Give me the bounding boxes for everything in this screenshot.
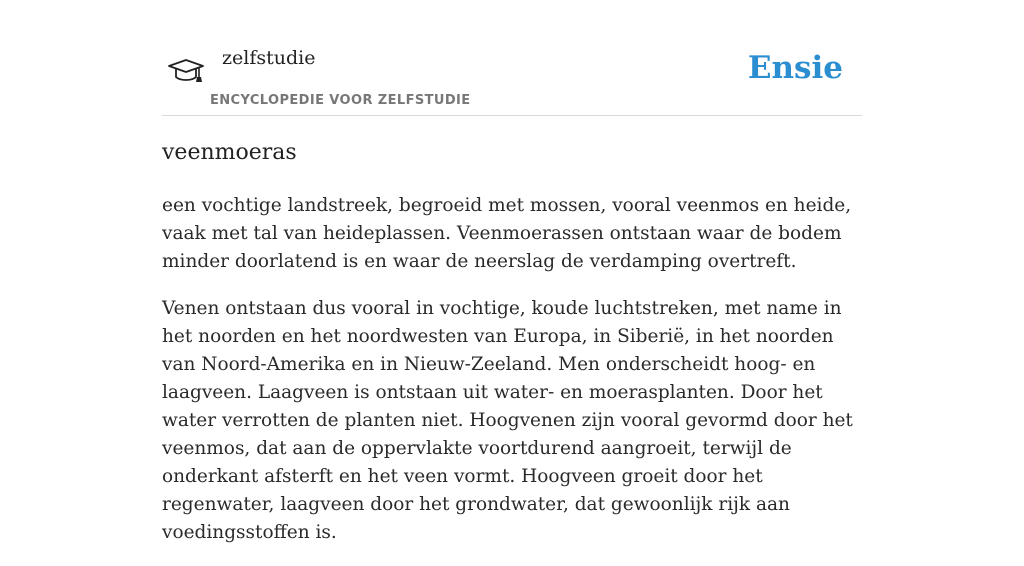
- article-paragraph: een vochtige landstreek, begroeid met mossen, vooral veenmos en heide, vaak met tal van heideplassen. Veenmoerassen ontstaan waar de bodem minder doorlatend is en waar de neerslag de verdamping overtreft.: [162, 195, 852, 272]
- article-body: [162, 192, 862, 566]
- ensie-brand-link[interactable]: Ensie: [747, 50, 843, 86]
- page-title: veenmoeras: [162, 140, 297, 165]
- graduation-cap-icon[interactable]: [166, 52, 206, 92]
- article-paragraph: Venen ontstaan dus vooral in vochtige, koude luchtstreken, met name in het noorden en het noordwesten van Europa, in Siberië, in het noorden van Noord-Amerika en in Nieuw-Zeeland. Men onderscheidt hoog- en laagveen. Laagveen is ontstaan uit water- en moerasplanten. Door het water verrotten de planten niet. Hoogvenen zijn vooral gevormd door het veenmos, dat aan de oppervlakte voortdurend aangroeit, terwijl de onderkant afsterft en het veen vormt. Hoogveen groeit door het regenwater, laagveen door het grondwater, dat gewoonlijk rijk aan voedingsstoffen is.: [162, 298, 853, 543]
- site-header: [162, 40, 862, 116]
- site-tagline: ENCYCLOPEDIE VOOR ZELFSTUDIE: [210, 93, 471, 108]
- site-name-link[interactable]: zelfstudie: [222, 47, 316, 69]
